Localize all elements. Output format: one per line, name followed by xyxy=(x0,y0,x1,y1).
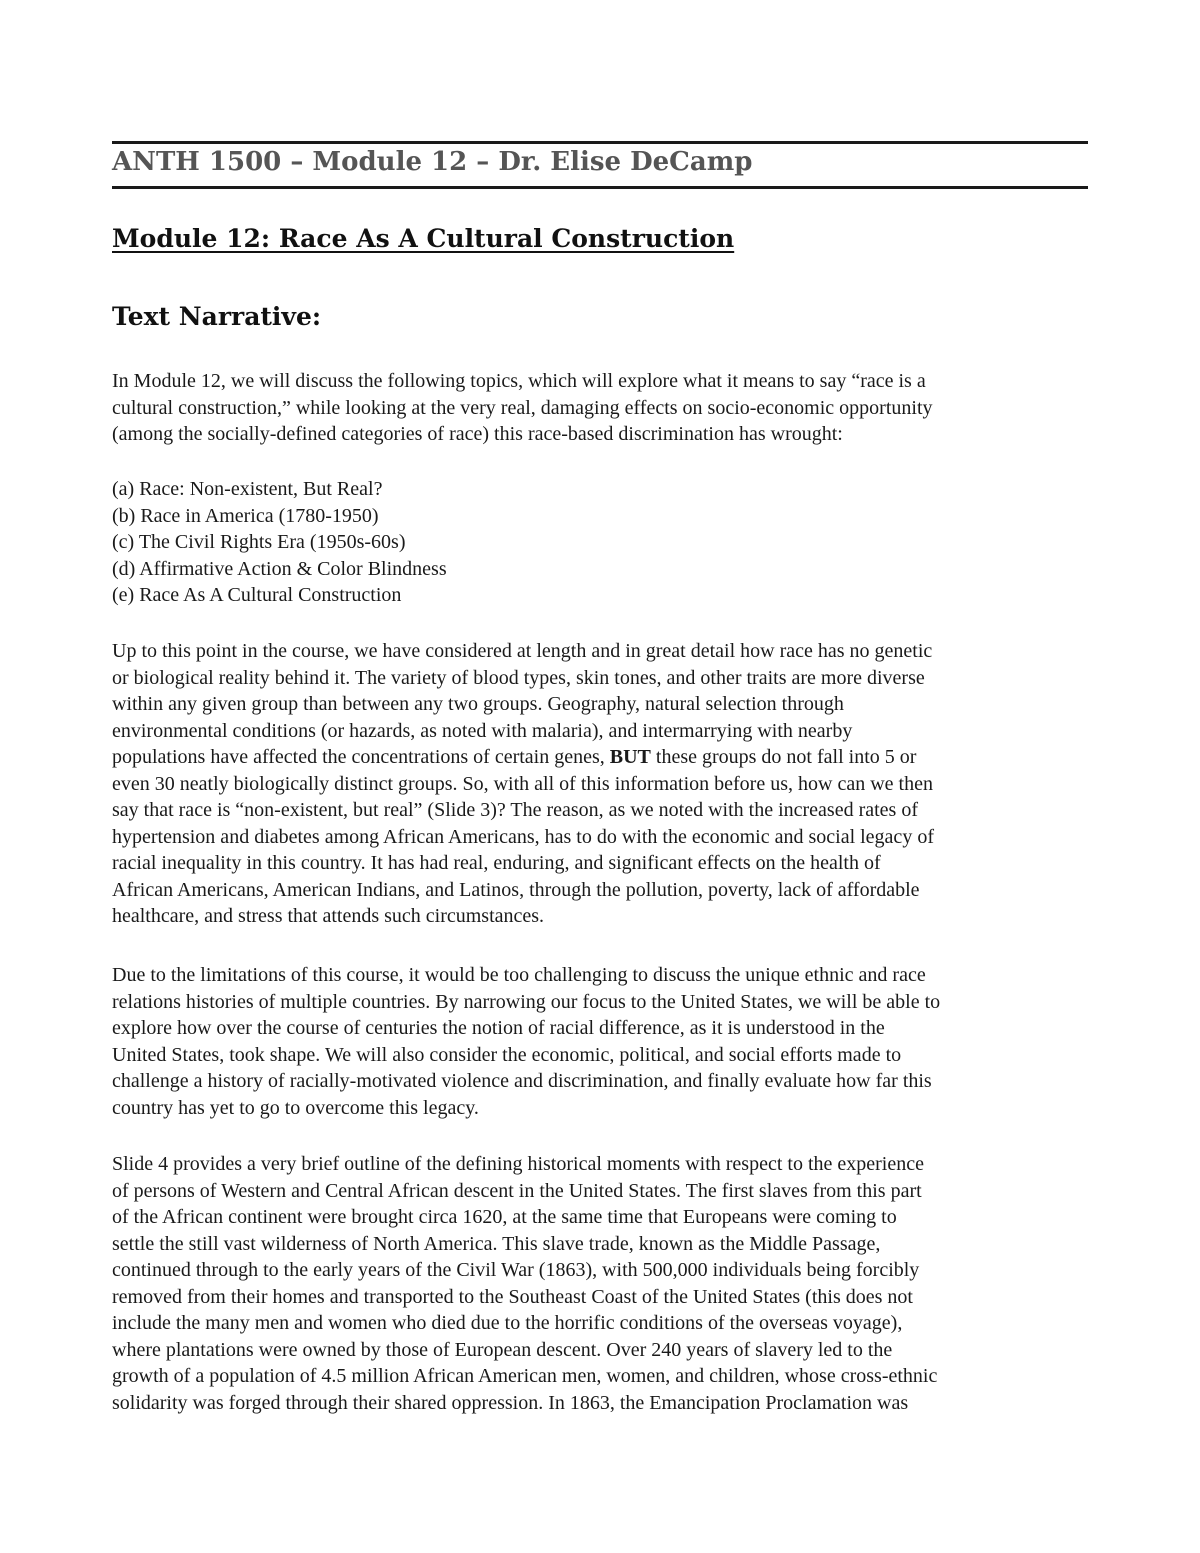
paragraph-line: environmental conditions (or hazards, as noted with malaria), and intermarrying with nearby xyxy=(112,719,853,742)
paragraph-line: African Americans, American Indians, and Latinos, through the pollution, poverty, lack of affordable xyxy=(112,878,920,901)
paragraph-line: settle the still vast wilderness of North America. This slave trade, known as the Middle Passage, xyxy=(112,1232,881,1255)
paragraph-line: Due to the limitations of this course, it would be too challenging to discuss the unique ethnic and race xyxy=(112,964,926,986)
paragraph-line: removed from their homes and transported to the Southeast Coast of the United States (this does not xyxy=(112,1285,913,1308)
paragraph-line: cultural construction,” while looking at the very real, damaging effects on socio-economic opportunity xyxy=(112,396,933,419)
paragraph-line: United States, took shape. We will also consider the economic, political, and social efforts made to xyxy=(112,1043,902,1066)
paragraph-line: racial inequality in this country. It has had real, enduring, and significant effects on the health of xyxy=(112,852,881,874)
paragraph-line: Slide 4 provides a very brief outline of the defining historical moments with respect to the experience xyxy=(112,1153,924,1175)
paragraph-line: of persons of Western and Central African descent in the United States. The first slaves from this part xyxy=(112,1179,922,1202)
genetics-paragraph xyxy=(112,638,1092,930)
topic-item: (a) Race: Non-existent, But Real? xyxy=(112,478,383,500)
paragraph-line: of the African continent were brought circa 1620, at the same time that Europeans were coming to xyxy=(112,1206,897,1228)
course-focus-paragraph xyxy=(112,962,1092,1121)
topic-item: (d) Affirmative Action & Color Blindness xyxy=(112,557,447,580)
paragraph-line: include the many men and women who died due to the horrific conditions of the overseas voyage), xyxy=(112,1312,903,1334)
topic-list xyxy=(112,476,1092,609)
document-header xyxy=(112,141,1088,189)
module-title: Module 12: Race As A Cultural Construction xyxy=(112,224,735,253)
paragraph-line: continued through to the early years of the Civil War (1863), with 500,000 individuals being forcibly xyxy=(112,1259,920,1281)
line-segment: these groups do not fall into 5 or xyxy=(650,746,917,768)
topic-item: (e) Race As A Cultural Construction xyxy=(112,584,402,606)
paragraph-line: even 30 neatly biologically distinct groups. So, with all of this information before us, how can we then xyxy=(112,772,933,795)
paragraph-line: within any given group than between any two groups. Geography, natural selection through xyxy=(112,693,844,715)
paragraph-line: challenge a history of racially-motivated violence and discrimination, and finally evaluate how far this xyxy=(112,1070,932,1092)
section-heading: Text Narrative: xyxy=(112,302,322,331)
course-header-title: ANTH 1500 – Module 12 – Dr. Elise DeCamp xyxy=(112,147,753,177)
history-paragraph xyxy=(112,1151,1092,1416)
paragraph-line: country has yet to go to overcome this legacy. xyxy=(112,1096,479,1119)
paragraph-line: explore how over the course of centuries the notion of racial difference, as it is understood in the xyxy=(112,1017,885,1039)
paragraph-line: solidarity was forged through their shared oppression. In 1863, the Emancipation Proclamation was xyxy=(112,1391,909,1414)
intro-paragraph xyxy=(112,368,1092,448)
paragraph-line: say that race is “non-existent, but real” (Slide 3)? The reason, as we noted with the increased rates of xyxy=(112,799,918,821)
topic-item: (c) The Civil Rights Era (1950s-60s) xyxy=(112,531,406,553)
paragraph-line: or biological reality behind it. The variety of blood types, skin tones, and other traits are more diverse xyxy=(112,666,925,689)
topic-item: (b) Race in America (1780-1950) xyxy=(112,504,379,527)
paragraph-line: relations histories of multiple countries. By narrowing our focus to the United States, we will be able to xyxy=(112,990,941,1013)
paragraph-line: hypertension and diabetes among African Americans, has to do with the economic and social legacy of xyxy=(112,825,934,848)
emphasis-word: BUT xyxy=(609,746,651,768)
paragraph-line: healthcare, and stress that attends such circumstances. xyxy=(112,905,545,927)
paragraph-line: where plantations were owned by those of European descent. Over 240 years of slavery led to the xyxy=(112,1338,893,1361)
paragraph-line xyxy=(112,744,1092,771)
paragraph-line: (among the socially-defined categories of race) this race-based discrimination has wrought: xyxy=(112,423,843,445)
paragraph-line: Up to this point in the course, we have considered at length and in great detail how race has no genetic xyxy=(112,640,933,662)
paragraph-line: growth of a population of 4.5 million African American men, women, and children, whose cross-ethnic xyxy=(112,1365,938,1387)
paragraph-line: In Module 12, we will discuss the following topics, which will explore what it means to say “race is a xyxy=(112,370,926,392)
line-segment: populations have affected the concentrations of certain genes, xyxy=(112,746,610,768)
